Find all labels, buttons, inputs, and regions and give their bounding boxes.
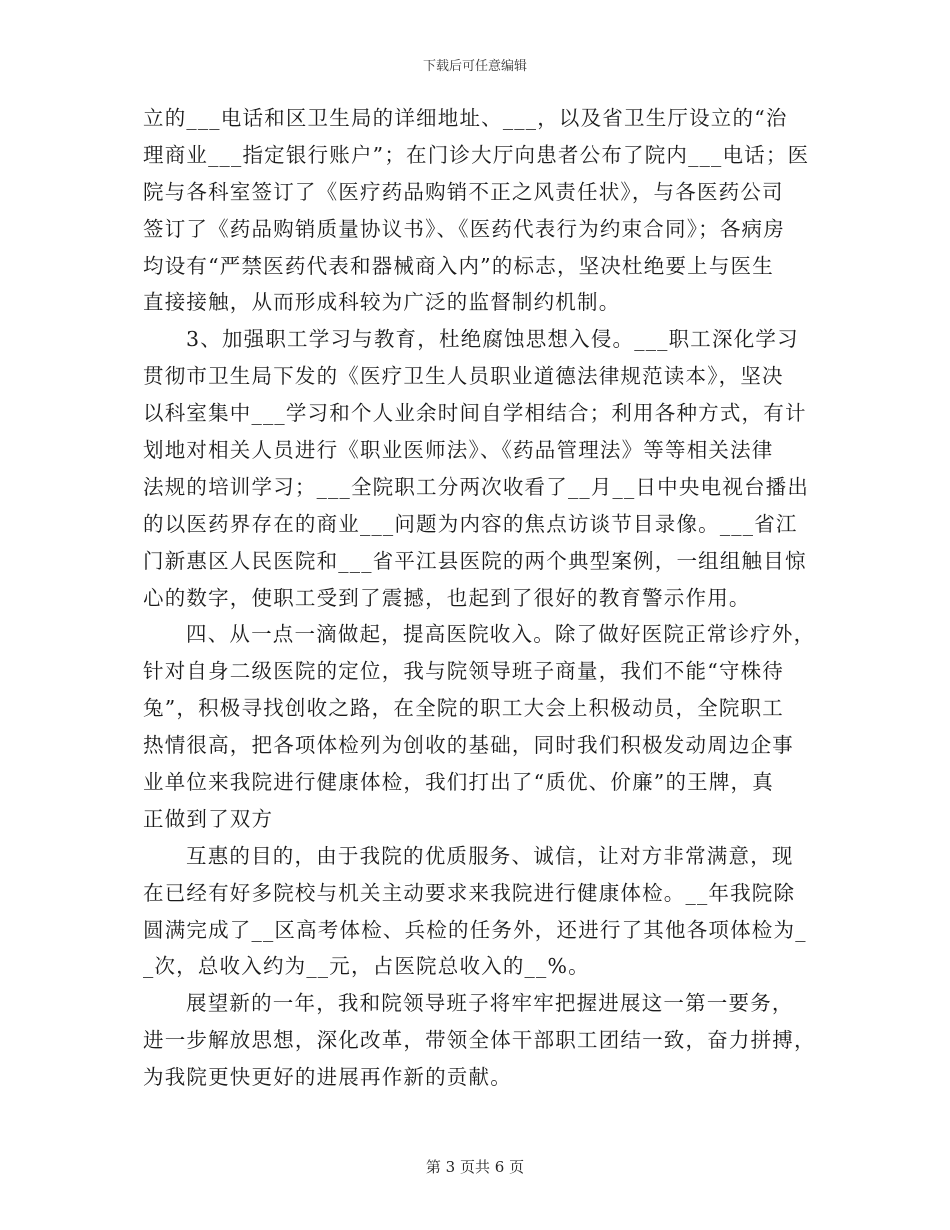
document-body (143, 100, 816, 1096)
text-line: 的以医药界存在的商业___问题为内容的焦点访谈节目录像。___省江 (143, 511, 798, 536)
text-line: 贯彻市卫生局下发的《医疗卫生人员职业道德法律规范读本》，坚决 (143, 364, 784, 389)
text-line: 展望新的一年，我和院领导班子将牢牢把握进展这一第一要务， (186, 991, 794, 1016)
page-number: 第 3 页共 6 页 (425, 1158, 525, 1176)
text-line: 兔”，积极寻找创收之路，在全院的职工大会上积极动员，全院职工 (143, 696, 784, 721)
text-line: 3、加强职工学习与教育，杜绝腐蚀思想入侵。___职工深化学习 (186, 327, 799, 352)
text-line: 为我院更快更好的进展再作新的贡献。 (143, 1065, 512, 1090)
text-line: 院与各科室签订了《医疗药品购销不正之风责任状》，与各医药公司 (143, 179, 784, 204)
page-header: 下载后可任意编辑 (422, 59, 527, 74)
text-line: 针对自身二级医院的定位，我与院领导班子商量，我们不能“守株待 (143, 659, 784, 684)
text-line: 热情很高，把各项体检列为创收的基础，同时我们积极发动周边企事 (143, 733, 794, 758)
text-line: 四、从一点一滴做起，提高医院收入。除了做好医院正常诊疗外， (186, 622, 816, 647)
text-line: 心的数字，使职工受到了震撼，也起到了很好的教育警示作用。 (143, 585, 751, 610)
text-line: 门新惠区人民医院和___省平江县医院的两个典型案例，一组组触目惊 (143, 548, 807, 573)
text-line: 在已经有好多院校与机关主动要求来我院进行健康体检。__年我院除 (143, 880, 796, 905)
text-line: 正做到了双方 (143, 806, 274, 831)
text-line: 进一步解放思想，深化改革，带领全体干部职工团结一致，奋力拼搏， (143, 1028, 816, 1053)
text-line: _次，总收入约为__元，占医院总收入的__%。 (143, 954, 590, 979)
text-line: 均设有“严禁医药代表和器械商入内”的标志，坚决杜绝要上与医生 (143, 253, 774, 278)
text-line: 直接接触，从而形成科较为广泛的监督制约机制。 (143, 290, 621, 315)
text-line: 圆满完成了__区高考体检、兵检的任务外，还进行了其他各项体检为_ (143, 917, 807, 942)
text-line: 理商业___指定银行账户”；在门诊大厅向患者公布了院内___电话；医 (143, 142, 810, 167)
text-line: 互惠的目的，由于我院的优质服务、诚信，让对方非常满意，现 (186, 843, 794, 868)
text-line: 划地对相关人员进行《职业医师法》、《药品管理法》等等相关法律 (143, 438, 774, 463)
text-line: 签订了《药品购销质量协议书》、《医药代表行为约束合同》；各病房 (143, 216, 785, 241)
text-line: 业单位来我院进行健康体检，我们打出了“质优、价廉”的王牌，真 (143, 770, 774, 795)
text-line: 立的___电话和区卫生局的详细地址、___，以及省卫生厅设立的“治 (143, 106, 788, 130)
text-line: 以科室集中___学习和个人业余时间自学相结合；利用各种方式，有计 (143, 401, 807, 426)
text-line: 法规的培训学习；___全院职工分两次收看了__月__日中央电视台播出 (143, 474, 810, 499)
